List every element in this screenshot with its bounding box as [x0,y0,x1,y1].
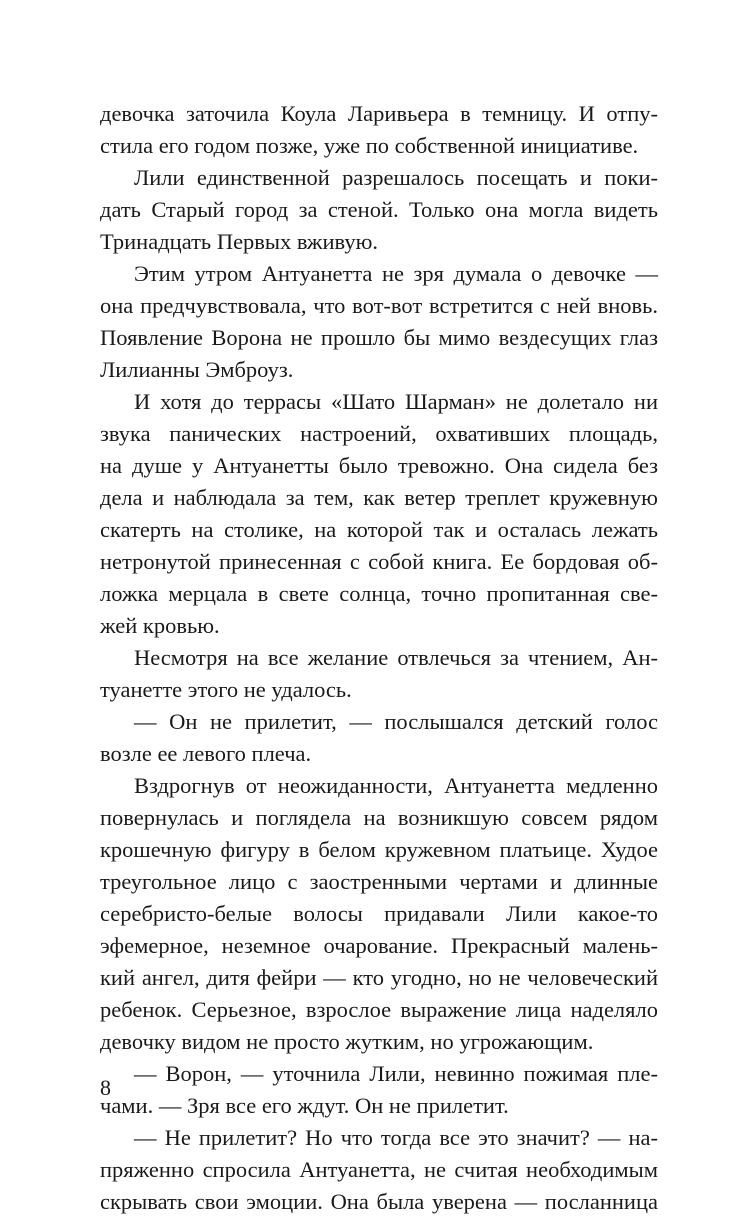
text-line: туанетте этого не удалось. [100,677,352,702]
page-number: 8 [100,1075,111,1100]
text-line: Тринадцать Первых вживую. [100,229,379,254]
text-line: она предчувствовала, что вот-вот встретится с ней вновь. [100,293,658,318]
text-line: на душе у Антуанетты было тревожно. Она сидела без [100,453,658,478]
text-line: жей кровью. [100,613,220,638]
text-line: возле ее левого плеча. [100,741,312,766]
text-line: треугольное лицо с заостренными чертами и длинные [100,869,658,894]
text-line: дела и наблюдала за тем, как ветер треплет кружевную [100,485,658,510]
text-line: дать Старый город за стеной. Только она могла видеть [100,197,658,222]
text-line: крошечную фигуру в белом кружевном платьице. Худое [100,837,658,862]
text-line: И хотя до террасы «Шато Шарман» не долетало ни [134,389,658,414]
text-line: Появление Ворона не прошло бы мимо вездесущих глаз [100,325,658,350]
text-line: девочка заточила Коула Ларивьера в темницу. И отпу- [100,101,658,126]
text-line: нетронутой принесенная с собой книга. Ее бордовая об- [100,549,658,574]
text-line: эфемерное, неземное очарование. Прекрасный малень- [100,933,658,958]
text-line: Лилианны Эмброуз. [100,357,294,382]
text-line: — Он не прилетит, — послышался детский голос [134,709,658,734]
text-line: Лили единственной разрешалось посещать и поки- [134,165,658,190]
text-line: стила его годом позже, уже по собственной инициативе. [100,133,639,158]
text-line: ложка мерцала в свете солнца, точно пропитанная све- [100,581,658,606]
body-text [100,98,658,1218]
text-line: скатерть на столике, на которой так и осталась лежать [100,517,658,542]
text-line: серебристо-белые волосы придавали Лили какое-то [100,901,658,926]
text-line: девочку видом не просто жутким, но угрожающим. [100,1029,594,1054]
text-line: кий ангел, дитя фейри — кто угодно, но не человеческий [100,965,658,990]
text-line: Несмотря на все желание отвлечься за чтением, Ан- [134,645,658,670]
text-line: повернулась и поглядела на возникшую совсем рядом [100,805,658,830]
text-line: скрывать свои эмоции. Она была уверена — посланница [100,1189,658,1214]
text-line: ребенок. Серьезное, взрослое выражение лица наделяло [100,997,658,1022]
text-line: чами. — Зря все его ждут. Он не прилетит. [100,1093,509,1118]
text-line: Этим утром Антуанетта не зря думала о девочке — [134,261,658,286]
text-line: — Ворон, — уточнила Лили, невинно пожимая пле- [134,1061,658,1086]
text-line: звука панических настроений, охвативших площадь, [100,421,658,446]
text-line: — Не прилетит? Но что тогда все это значит? — на- [134,1125,658,1150]
text-line: пряженно спросила Антуанетта, не считая необходимым [100,1157,658,1182]
text-line: Вздрогнув от неожиданности, Антуанетта медленно [134,773,658,798]
